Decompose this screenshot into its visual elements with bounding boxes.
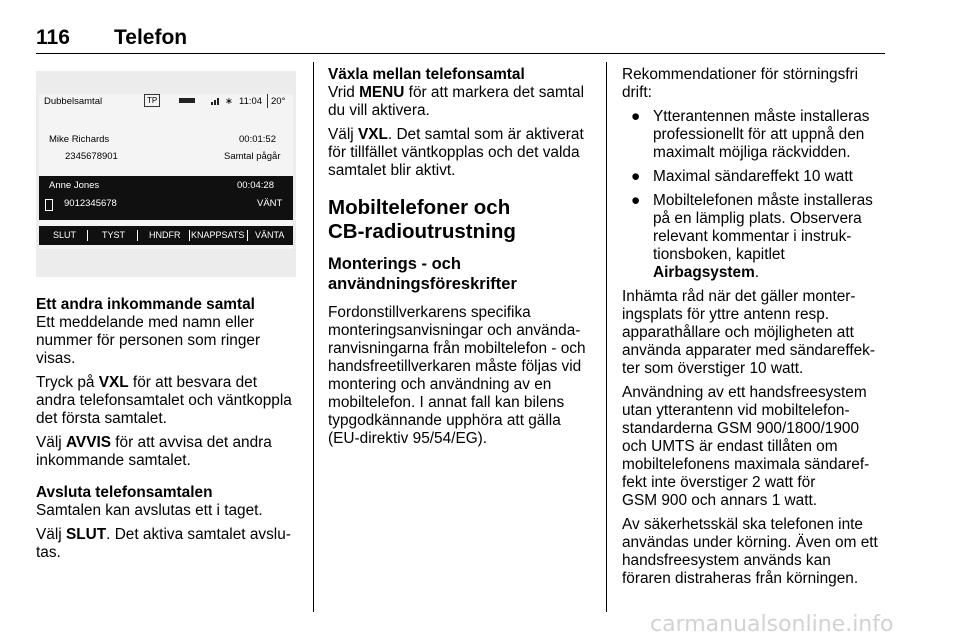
end-text: Samtalen kan avslutas ett i taget. (36, 502, 263, 519)
screen-title: Dubbelsamtal (44, 96, 103, 107)
bullet-item: ● Mobiltelefonen måste installeras på en lämplig plats. Observera relevant kommentar i instruk- tionsboken, kapitlet Airbagsystem. (631, 192, 873, 281)
antenna-advice: Inhämta råd när det gäller monter- ingsplats för yttre antenn resp. apparathållare och möjligheten att använda apparater med sändareffek- ter som överstiger 10 watt. (622, 288, 875, 377)
signal-icon (211, 97, 219, 108)
softkey-divider (189, 230, 190, 241)
call2-number: 9012345678 (64, 198, 117, 209)
section-title: Telefon (114, 26, 188, 49)
softkey-divider (137, 230, 138, 241)
screen-illustration (36, 71, 296, 277)
incoming-text: Ett meddelande med namn eller nummer för personen som ringer visas. (36, 314, 261, 367)
active-call-panel (39, 176, 293, 220)
softkey-divider (87, 230, 88, 241)
softkey-tyst: TYST (102, 230, 126, 240)
status-divider (267, 94, 268, 108)
infotainment-screen (39, 94, 293, 249)
softkey-bar (39, 226, 293, 245)
column-2 (328, 66, 600, 448)
call1-number: 2345678901 (65, 151, 118, 162)
call2-time: 00:04:28 (237, 180, 274, 191)
screen-status-bar (39, 94, 293, 108)
handsfree-limits: Användning av ett handsfreesystem utan ytterantenn vid mobiltelefon- standarderna GSM 900/1800/1900 och UMTS är endast tillåten om mobiltelefonens maximala sändaref- fekt inte överstiger 2 watt för GSM 900 och annars 1 watt. (622, 384, 870, 509)
vxl-instruction: Tryck på VXL för att besvara det andra telefonsamtalet och väntkoppla det första samtalet. (36, 374, 292, 427)
avvis-instruction: Välj AVVIS för att avvisa det andra inkommande samtalet. (36, 434, 272, 469)
column-divider-2 (606, 62, 607, 612)
recommendations-intro: Rekommendationer för störningsfri drift: (622, 66, 859, 101)
menu-instruction: Vrid MENU för att markera det samtal du vill aktivera. (328, 84, 585, 119)
call1-time: 00:01:52 (239, 134, 276, 145)
bluetooth-icon: ∗ (225, 96, 233, 107)
softkey-divider (247, 230, 248, 241)
bullet-item: ● Maximal sändareffekt 10 watt (631, 168, 853, 185)
header-rule (36, 53, 885, 54)
softkey-knappsats: KNAPPSATS (191, 230, 245, 240)
page-number: 116 (36, 26, 70, 49)
watermark: carmanualsonline.info (650, 612, 894, 637)
battery-icon (179, 98, 195, 103)
softkey-hndfr: HNDFR (149, 230, 181, 240)
softkey-vanta: VÄNTA (255, 230, 285, 240)
slut-instruction: Välj SLUT. Det aktiva samtalet avslu- tas. (36, 526, 291, 561)
temperature: 20° (271, 96, 286, 107)
heading-installation: Monterings - och användningsföreskrifter (328, 255, 517, 293)
page-header (36, 26, 885, 52)
call1-name: Mike Richards (49, 134, 110, 145)
call2-name: Anne Jones (49, 180, 100, 191)
column-3 (622, 66, 890, 588)
phone-icon (45, 199, 53, 211)
clock: 11:04 (239, 96, 263, 107)
call2-status: VÄNT (257, 198, 283, 209)
tp-badge: TP (144, 94, 160, 107)
safety-note: Av säkerhetsskäl ska telefonen inte användas under körning. Även om ett handsfreesystem används kan föraren distraheras från körningen. (622, 516, 878, 587)
softkey-slut: SLUT (53, 230, 77, 240)
column-1 (36, 296, 304, 562)
installation-text: Fordonstillverkarens specifika monteringsanvisningar och använda- ranvisningarna från mobiltelefon - och handsfreetillverkaren måste följas vid montering och användning av en mobiltelefon. I annat fall kan bilens typgodkännande upphöra att gälla (EU-direktiv 95/54/EG). (328, 304, 586, 447)
call1-status: Samtal pågår (224, 151, 281, 162)
column-divider-1 (313, 62, 314, 612)
vxl-switch-instruction: Välj VXL. Det samtal som är aktiverat för tillfället väntkopplas och det valda samtalet blir aktivt. (328, 126, 584, 179)
heading-mobile-phones: Mobiltelefoner och CB-radioutrustning (328, 196, 516, 243)
heading-end-calls: Avsluta telefonsamtalen (36, 484, 213, 501)
heading-incoming: Ett andra inkommande samtal (36, 296, 255, 313)
heading-switch: Växla mellan telefonsamtal (328, 66, 525, 83)
bullet-item: ● Ytterantennen måste installeras professionellt för att uppnå den maximalt möjliga räckvidden. (631, 108, 870, 161)
